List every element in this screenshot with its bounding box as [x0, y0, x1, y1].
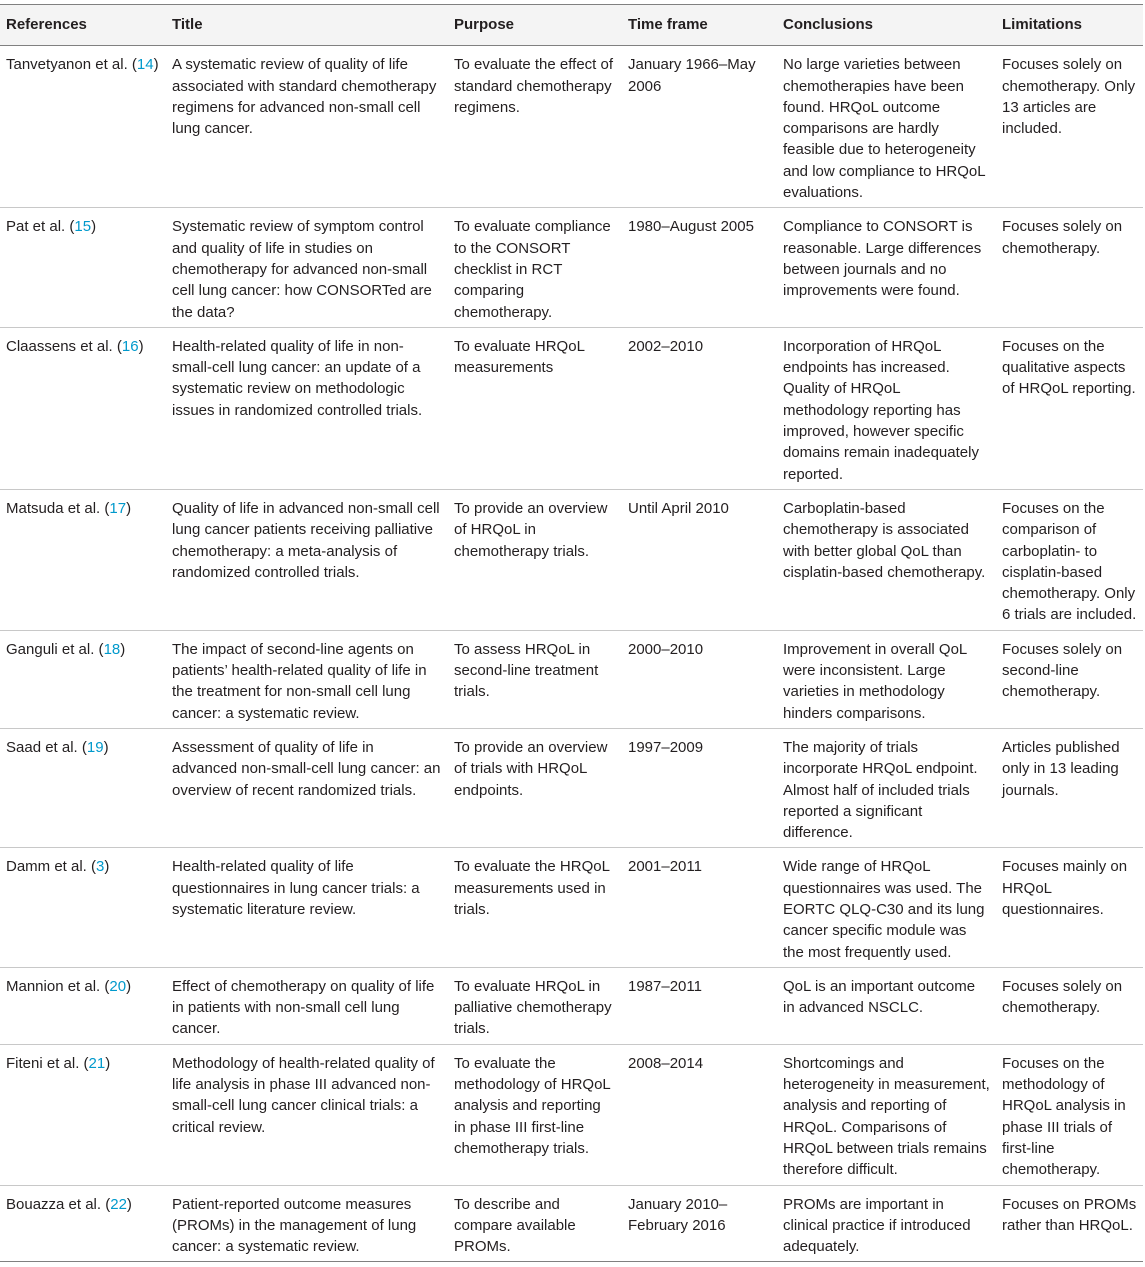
cell-reference: [0, 327, 166, 489]
reference-author: Damm et al. (: [6, 858, 97, 876]
cell-reference: [0, 630, 166, 728]
cell-conclusions: The majority of trials incorporate HRQoL endpoint. Almost half of included trials reported a significant difference.: [783, 738, 978, 842]
reference-close-paren: ): [103, 738, 109, 756]
cell-title: Effect of chemotherapy on quality of life in patients with non-small cell lung cancer.: [172, 977, 435, 1038]
reference-close-paren: ): [153, 56, 159, 74]
cell-time-frame: 2001–2011: [628, 858, 702, 876]
reference-author: Pat et al. (: [6, 218, 75, 236]
cell-purpose: To provide an overview of trials with HRQoL endpoints.: [454, 738, 608, 799]
cell-conclusions: QoL is an important outcome in advanced NSCLC.: [783, 977, 976, 1017]
cell-reference: [0, 1044, 166, 1185]
cell-conclusions: Incorporation of HRQoL endpoints has increased. Quality of HRQoL methodology reporting has improved, however specific domains remain inadequately reported.: [783, 337, 979, 483]
reference-author: Claassens et al. (: [6, 337, 122, 355]
cell-title: A systematic review of quality of life associated with standard chemotherapy regimens for advanced non-small cell lung cancer.: [172, 56, 437, 138]
cell-purpose: To evaluate HRQoL in palliative chemotherapy trials.: [454, 977, 612, 1038]
table-row: [0, 1185, 1143, 1262]
reference-citation-link[interactable]: 15: [74, 218, 92, 236]
reference-close-paren: ): [104, 858, 110, 876]
cell-time-frame: 2002–2010: [628, 337, 704, 355]
review-table-container: [0, 4, 1143, 1262]
cell-time-frame: 1980–August 2005: [628, 218, 754, 236]
cell-conclusions: Wide range of HRQoL questionnaires was used. The EORTC QLQ-C30 and its lung cancer specific module was the most frequently used.: [783, 858, 985, 961]
table-body: [0, 46, 1143, 1262]
cell-conclusions: Improvement in overall QoL were inconsistent. Large varieties in methodology hinders comparisons.: [783, 640, 967, 722]
reference-author: Bouazza et al. (: [6, 1195, 111, 1213]
cell-purpose: To evaluate the HRQoL measurements used in trials.: [454, 858, 610, 918]
cell-limitations: Focuses mainly on HRQoL questionnaires.: [1002, 858, 1128, 918]
reference-citation-link[interactable]: 17: [109, 499, 127, 517]
reference-close-paren: ): [126, 499, 132, 517]
reference-close-paren: ): [126, 977, 132, 995]
cell-purpose: To provide an overview of HRQoL in chemotherapy trials.: [454, 499, 608, 560]
reference-close-paren: ): [126, 1195, 132, 1213]
cell-time-frame: Until April 2010: [628, 499, 729, 517]
cell-limitations: Focuses on PROMs rather than HRQoL.: [1002, 1195, 1137, 1234]
cell-reference: [0, 1185, 166, 1262]
reference-close-paren: ): [91, 218, 97, 236]
cell-title: Quality of life in advanced non-small cell lung cancer patients receiving palliative chemotherapy: a meta-analysis of randomized controlled trials.: [172, 499, 440, 581]
cell-reference: [0, 46, 166, 208]
table-row: [0, 208, 1143, 327]
table-row: [0, 1044, 1143, 1185]
table-row: [0, 630, 1143, 728]
cell-time-frame: 2000–2010: [628, 640, 704, 658]
cell-purpose: To evaluate the methodology of HRQoL analysis and reporting in phase III first-line chemotherapy trials.: [454, 1054, 611, 1157]
table-row: [0, 46, 1143, 208]
header-conclusions: Conclusions: [777, 5, 996, 46]
header-time-frame: Time frame: [622, 5, 777, 46]
header-references: References: [0, 5, 166, 46]
cell-conclusions: Compliance to CONSORT is reasonable. Large differences between journals and no improvements were found.: [783, 218, 982, 300]
reference-close-paren: ): [138, 337, 144, 355]
reference-author: Ganguli et al. (: [6, 640, 104, 658]
header-limitations: Limitations: [996, 5, 1143, 46]
cell-title: Health-related quality of life in non-small-cell lung cancer: an update of a systematic review on methodologic issues in randomized controlled trials.: [172, 337, 423, 419]
cell-conclusions: No large varieties between chemotherapies have been found. HRQoL outcome comparisons are hardly feasible due to heterogeneity and low compliance to HRQoL evaluations.: [783, 56, 986, 202]
table-row: [0, 489, 1143, 630]
reference-author: Saad et al. (: [6, 738, 87, 756]
header-title: Title: [166, 5, 448, 46]
cell-reference: [0, 489, 166, 630]
header-row: [0, 5, 1143, 46]
cell-time-frame: January 1966–May 2006: [628, 56, 756, 95]
cell-title: The impact of second-line agents on patients’ health-related quality of life in the treatment for non-small cell lung cancer: a systematic review.: [172, 640, 427, 722]
table-row: [0, 327, 1143, 489]
reference-citation-link[interactable]: 20: [109, 977, 127, 995]
cell-limitations: Focuses solely on second-line chemotherapy.: [1002, 640, 1123, 701]
cell-title: Methodology of health-related quality of life analysis in phase III advanced non-small-cell lung cancer clinical trials: a critical review.: [172, 1054, 435, 1136]
cell-title: Patient-reported outcome measures (PROMs) in the management of lung cancer: a systematic review.: [172, 1195, 417, 1256]
reference-author: Mannion et al. (: [6, 977, 110, 995]
cell-title: Systematic review of symptom control and quality of life in studies on chemotherapy for advanced non-small cell lung cancer: how CONSORTed are the data?: [172, 218, 432, 321]
cell-title: Health-related quality of life questionnaires in lung cancer trials: a systematic literature review.: [172, 858, 420, 918]
cell-reference: [0, 728, 166, 847]
cell-time-frame: 1987–2011: [628, 977, 702, 995]
cell-reference: [0, 848, 166, 967]
cell-time-frame: 1997–2009: [628, 738, 704, 756]
cell-purpose: To evaluate HRQoL measurements: [454, 337, 585, 377]
reference-close-paren: ): [105, 1054, 111, 1072]
cell-limitations: Focuses solely on chemotherapy. Only 13 articles are included.: [1002, 56, 1136, 138]
cell-reference: [0, 208, 166, 327]
reference-author: Fiteni et al. (: [6, 1054, 89, 1072]
cell-limitations: Focuses solely on chemotherapy.: [1002, 977, 1123, 1017]
cell-limitations: Focuses on the qualitative aspects of HRQoL reporting.: [1002, 337, 1136, 398]
table-header: [0, 5, 1143, 46]
header-purpose: Purpose: [448, 5, 622, 46]
reference-author: Tanvetyanon et al. (: [6, 56, 137, 74]
review-table: [0, 4, 1143, 1262]
reference-citation-link[interactable]: 3: [96, 858, 105, 876]
cell-reference: [0, 967, 166, 1044]
reference-close-paren: ): [120, 640, 126, 658]
cell-limitations: Focuses on the methodology of HRQoL analysis in phase III trials of first-line chemotherapy.: [1002, 1054, 1126, 1179]
cell-conclusions: Shortcomings and heterogeneity in measurement, analysis and reporting of HRQoL. Comparisons of HRQoL between trials remains therefore difficult.: [783, 1054, 990, 1179]
cell-limitations: Articles published only in 13 leading journals.: [1002, 738, 1120, 799]
cell-purpose: To evaluate compliance to the CONSORT checklist in RCT comparing chemotherapy.: [454, 218, 611, 321]
reference-citation-link[interactable]: 16: [121, 337, 139, 355]
cell-purpose: To describe and compare available PROMs.: [454, 1195, 576, 1256]
table-row: [0, 967, 1143, 1044]
cell-time-frame: January 2010–February 2016: [628, 1195, 728, 1234]
table-row: [0, 728, 1143, 847]
cell-purpose: To assess HRQoL in second-line treatment trials.: [454, 640, 599, 701]
reference-author: Matsuda et al. (: [6, 499, 110, 517]
cell-conclusions: PROMs are important in clinical practice if introduced adequately.: [783, 1195, 971, 1256]
cell-limitations: Focuses solely on chemotherapy.: [1002, 218, 1123, 257]
reference-citation-link[interactable]: 19: [86, 738, 104, 756]
table-row: [0, 848, 1143, 967]
reference-citation-link[interactable]: 18: [103, 640, 121, 658]
cell-time-frame: 2008–2014: [628, 1054, 704, 1072]
reference-citation-link[interactable]: 14: [136, 56, 154, 74]
reference-citation-link[interactable]: 22: [110, 1195, 127, 1213]
cell-conclusions: Carboplatin-based chemotherapy is associated with better global QoL than cisplatin-based chemotherapy.: [783, 499, 986, 581]
cell-purpose: To evaluate the effect of standard chemotherapy regimens.: [454, 56, 614, 116]
reference-citation-link[interactable]: 21: [88, 1054, 106, 1072]
cell-title: Assessment of quality of life in advanced non-small-cell lung cancer: an overview of recent randomized trials.: [172, 738, 441, 799]
cell-limitations: Focuses on the comparison of carboplatin- to cisplatin-based chemotherapy. Only 6 trials are included.: [1002, 499, 1137, 624]
